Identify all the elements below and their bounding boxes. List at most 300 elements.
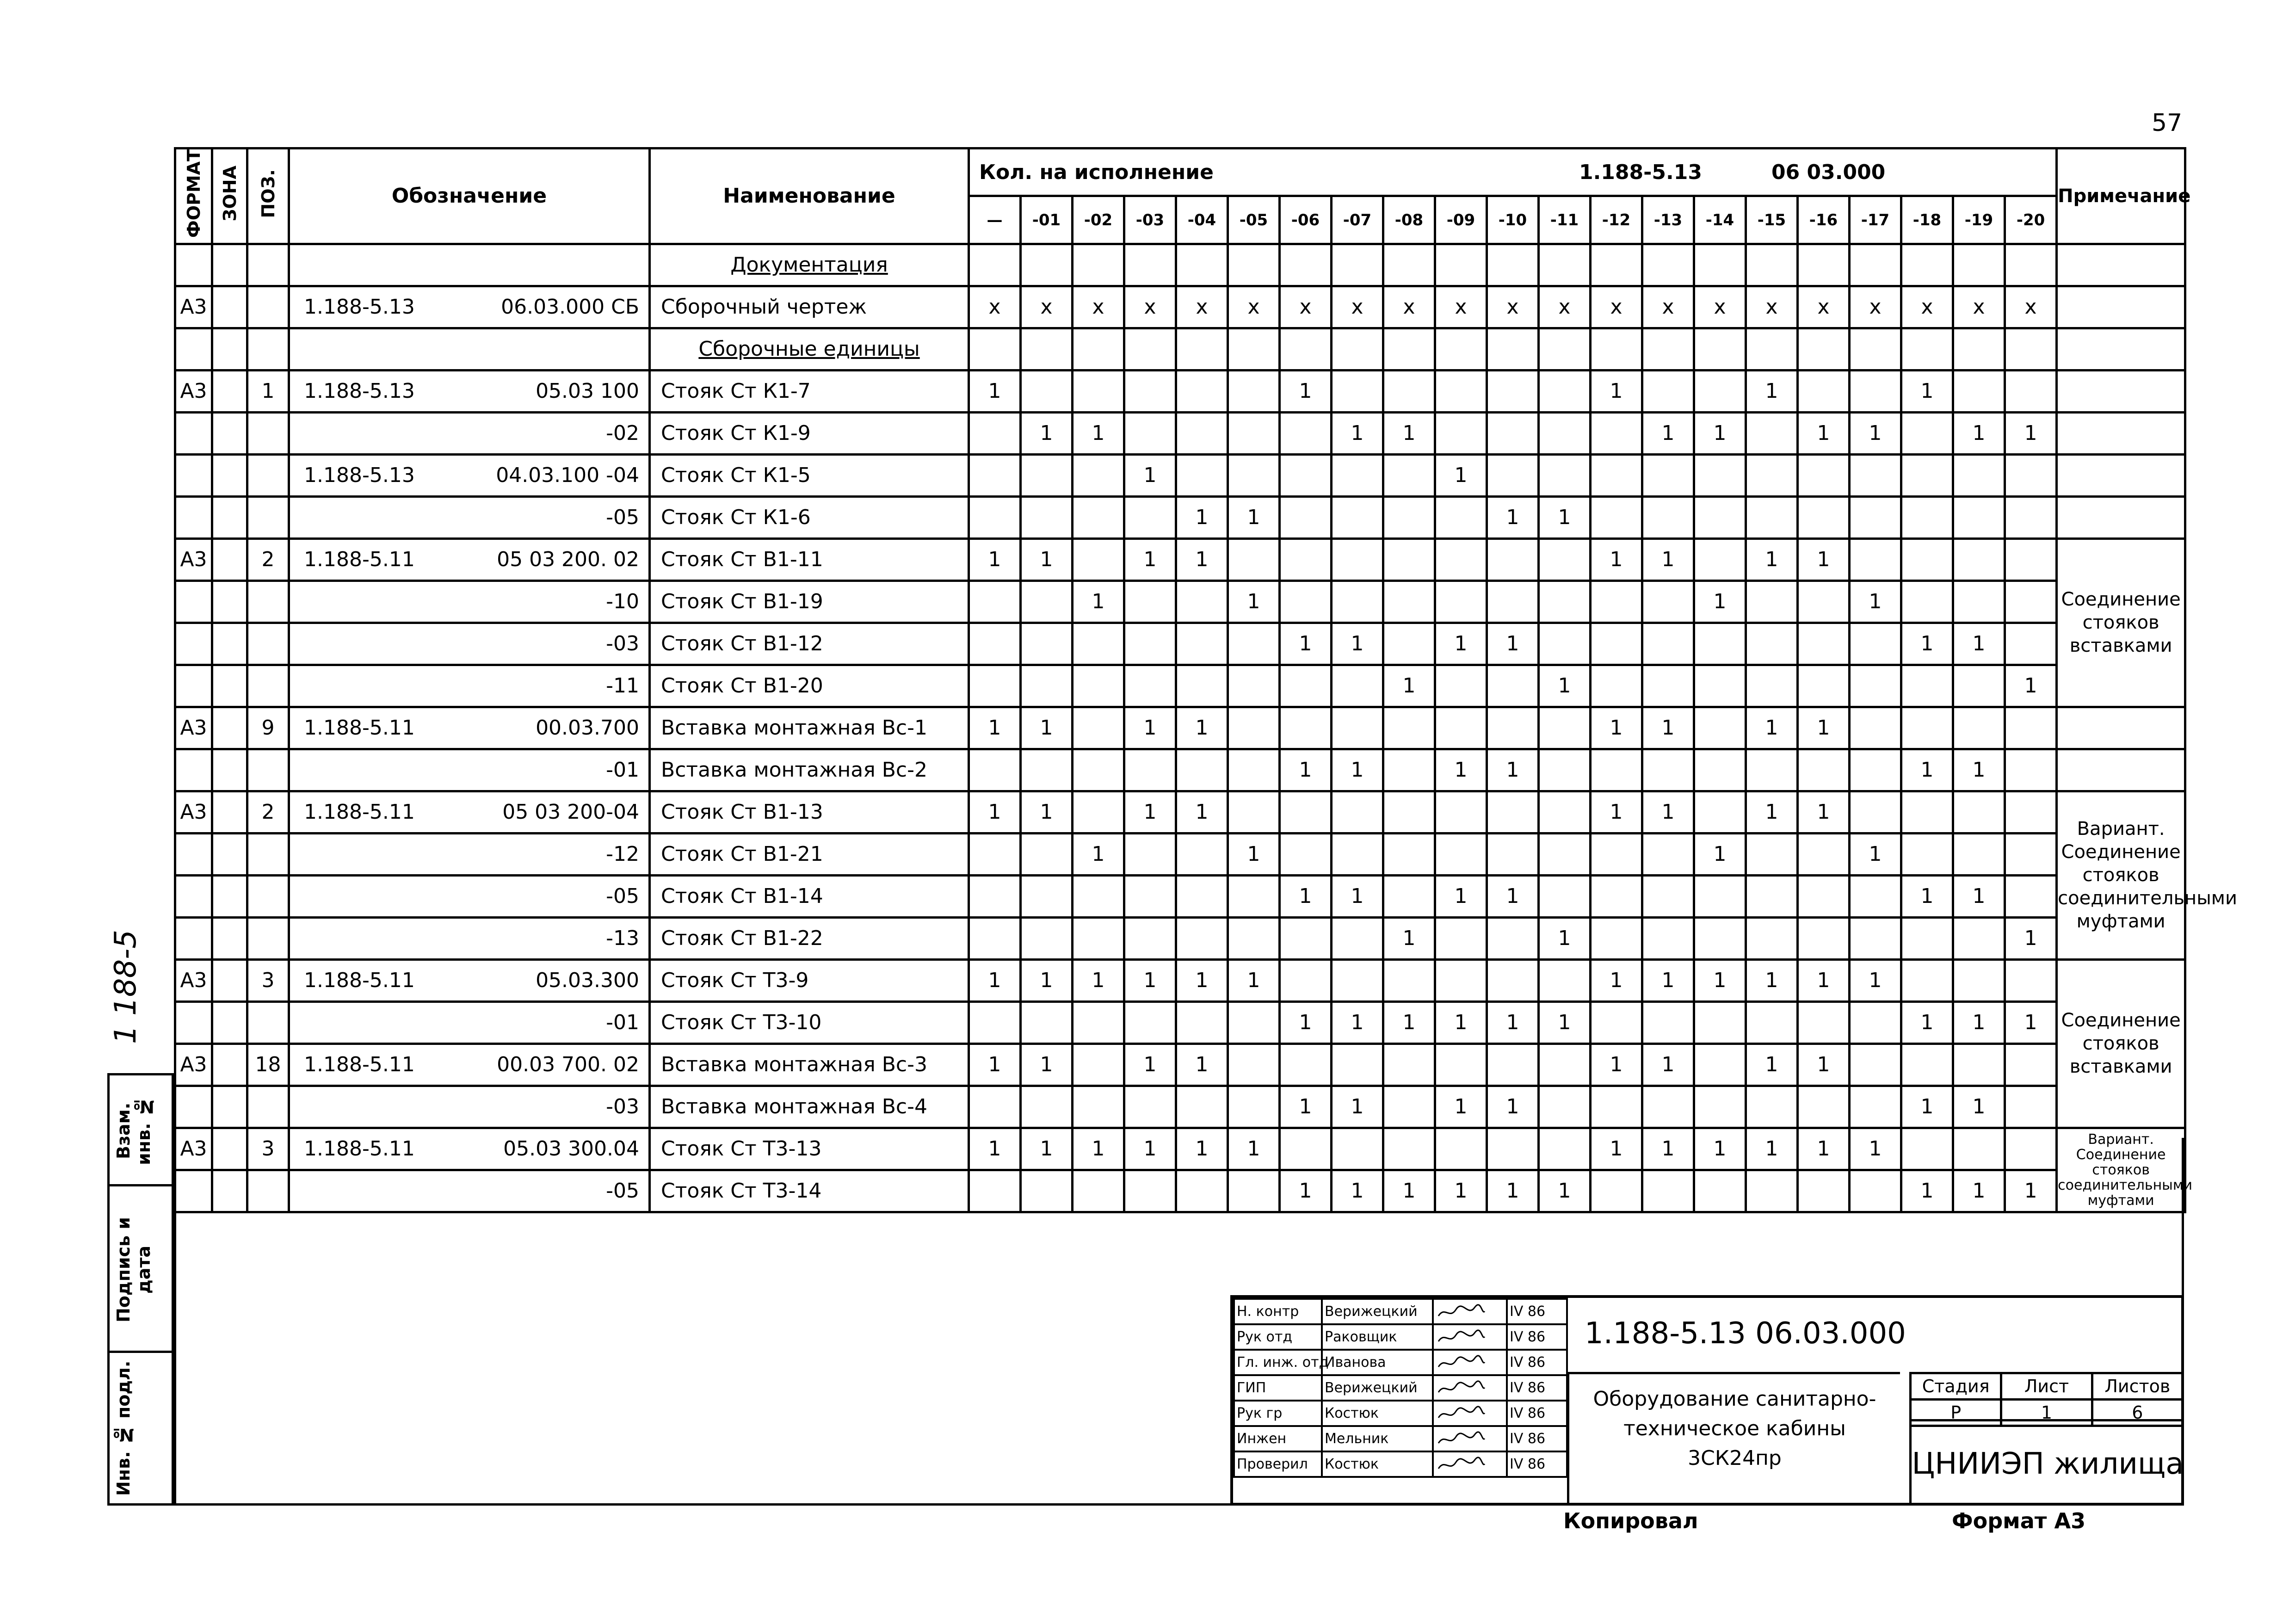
cell-pos [247, 328, 289, 370]
cell-qty: 1 [1539, 496, 1591, 538]
cell-designation [289, 707, 650, 749]
cell-format [175, 1086, 212, 1128]
signer-name: Костюк [1322, 1401, 1433, 1426]
cell-qty [1228, 244, 1280, 286]
designation-suffix: 05 03 200-04 [502, 800, 639, 824]
cell-qty [2005, 875, 2057, 917]
cell-qty [1539, 833, 1591, 875]
cell-qty [1280, 412, 1332, 454]
cell-qty [1280, 580, 1332, 623]
cell-format: А3 [175, 286, 212, 328]
cell-name: Стояк Ст В1-12 [650, 623, 969, 665]
cell-format [175, 833, 212, 875]
cell-qty: 1 [1124, 959, 1176, 1001]
cell-qty: 1 [1539, 917, 1591, 959]
cell-qty: 1 [1435, 623, 1487, 665]
cell-qty [1642, 623, 1694, 665]
cell-qty [1798, 580, 1850, 623]
cell-qty: 1 [969, 1128, 1021, 1170]
cell-qty: 1 [1642, 538, 1694, 580]
cell-qty [1850, 1086, 1901, 1128]
cell-qty: 1 [1798, 959, 1850, 1001]
cell-qty [1798, 454, 1850, 496]
cell-qty [1798, 328, 1850, 370]
cell-qty [1591, 454, 1642, 496]
cell-qty: 1 [1073, 833, 1124, 875]
cell-qty [1901, 580, 1953, 623]
cell-qty [1487, 833, 1539, 875]
strip-podpis [110, 1186, 172, 1353]
cell-qty [1953, 244, 2005, 286]
cell-designation [289, 454, 650, 496]
signer-role: Рук отд [1234, 1324, 1322, 1350]
cell-qty [1539, 370, 1591, 412]
cell-qty [2005, 791, 2057, 833]
cell-qty [1021, 623, 1073, 665]
cell-format [175, 875, 212, 917]
cell-qty [2005, 749, 2057, 791]
designation-suffix: 05.03.300 [536, 969, 639, 993]
cell-name: Стояк Ст В1-20 [650, 665, 969, 707]
cell-qty [1383, 580, 1435, 623]
cell-qty [1124, 749, 1176, 791]
cell-format: А3 [175, 1128, 212, 1170]
variant-header: -06 [1280, 196, 1332, 244]
side-code: 1 188-5 [109, 930, 143, 1044]
title-line-3: 3СК24пр [1688, 1446, 1782, 1470]
header-name: Наименование [650, 148, 969, 244]
cell-qty [1901, 1044, 1953, 1086]
designation-code: 1.188-5.13 [304, 463, 415, 488]
cell-qty [1332, 917, 1383, 959]
cell-qty: 1 [1435, 454, 1487, 496]
cell-qty [1332, 538, 1383, 580]
table-row [175, 496, 2185, 538]
table-row [175, 454, 2185, 496]
header-qty-title: Кол. на исполнение [979, 160, 1214, 184]
cell-qty [1228, 1086, 1280, 1128]
cell-qty [969, 328, 1021, 370]
variant-header: -10 [1487, 196, 1539, 244]
cell-qty [2005, 244, 2057, 286]
signature [1433, 1299, 1507, 1324]
cell-qty: 1 [1332, 1086, 1383, 1128]
table-row [175, 707, 2185, 749]
cell-qty [1539, 623, 1591, 665]
sheet-value: 1 [2001, 1400, 2092, 1426]
cell-zone [212, 1086, 247, 1128]
signature [1433, 1350, 1507, 1375]
cell-name: Стояк Ст В1-11 [650, 538, 969, 580]
cell-qty [1073, 328, 1124, 370]
cell-designation [289, 328, 650, 370]
cell-qty: 1 [1798, 412, 1850, 454]
cell-qty: 1 [1124, 1128, 1176, 1170]
cell-qty [1746, 917, 1798, 959]
cell-pos [247, 286, 289, 328]
cell-qty [1850, 1044, 1901, 1086]
variant-header: — [969, 196, 1021, 244]
table-row [175, 749, 2185, 791]
cell-qty: 1 [1176, 496, 1228, 538]
cell-note [2057, 707, 2185, 749]
cell-qty [1901, 791, 1953, 833]
header-qty [969, 148, 2057, 196]
format-label: Формат А3 [1952, 1508, 2086, 1533]
cell-qty [1176, 1001, 1228, 1044]
variant-header: -13 [1642, 196, 1694, 244]
cell-name: Стояк Ст В1-21 [650, 833, 969, 875]
cell-qty: 1 [1953, 412, 2005, 454]
cell-qty [1591, 749, 1642, 791]
cell-qty: 1 [1642, 959, 1694, 1001]
cell-qty: 1 [1021, 538, 1073, 580]
cell-qty [1383, 328, 1435, 370]
cell-designation [289, 1001, 650, 1044]
cell-qty [1383, 749, 1435, 791]
strip-inv-podl [110, 1353, 172, 1503]
designation-code: 1.188-5.11 [304, 1137, 415, 1161]
title-block [1230, 1295, 2184, 1506]
cell-name: Стояк Ст К1-9 [650, 412, 969, 454]
cell-note [2057, 328, 2185, 370]
cell-pos [247, 1086, 289, 1128]
stage-label: Стадия [1911, 1373, 2001, 1400]
variant-header: -16 [1798, 196, 1850, 244]
cell-qty [1435, 707, 1487, 749]
table-row [175, 875, 2185, 917]
signature-scribble [1436, 1405, 1487, 1422]
cell-qty [1591, 833, 1642, 875]
cell-qty [1694, 707, 1746, 749]
designation-suffix: -05 [606, 506, 639, 530]
cell-qty: x [1487, 286, 1539, 328]
header-qty-code2: 06 03.000 [1771, 160, 1886, 184]
cell-pos [247, 1001, 289, 1044]
stage-value: Р [1911, 1400, 2001, 1426]
cell-qty [1953, 454, 2005, 496]
cell-pos [247, 244, 289, 286]
table-row [175, 1001, 2185, 1044]
designation-suffix: -01 [606, 758, 639, 782]
signer-role: Инжен [1234, 1426, 1322, 1451]
signature-scribble [1436, 1354, 1487, 1371]
cell-name: Стояк Ст К1-5 [650, 454, 969, 496]
cell-qty [1176, 328, 1228, 370]
header-pos-text: ПОЗ. [258, 169, 278, 218]
cell-qty [1332, 833, 1383, 875]
variant-header: -01 [1021, 196, 1073, 244]
cell-qty [1901, 412, 1953, 454]
cell-qty [2005, 1044, 2057, 1086]
table-row [175, 412, 2185, 454]
cell-qty [1383, 959, 1435, 1001]
cell-designation [289, 1086, 650, 1128]
cell-qty: 1 [1332, 1170, 1383, 1212]
cell-pos: 18 [247, 1044, 289, 1086]
cell-qty [1073, 623, 1124, 665]
cell-qty: 1 [969, 538, 1021, 580]
signer-row [1234, 1426, 1567, 1451]
cell-format: А3 [175, 959, 212, 1001]
cell-qty: x [1435, 286, 1487, 328]
cell-qty [1591, 412, 1642, 454]
document-title [1567, 1372, 1900, 1503]
cell-name: Вставка монтажная Вс-4 [650, 1086, 969, 1128]
cell-qty [1073, 791, 1124, 833]
cell-designation [289, 370, 650, 412]
signature-scribble [1436, 1379, 1487, 1397]
cell-qty: 1 [1487, 1170, 1539, 1212]
cell-qty: 1 [1694, 833, 1746, 875]
cell-qty: x [1694, 286, 1746, 328]
cell-qty [1539, 454, 1591, 496]
cell-qty [1642, 917, 1694, 959]
cell-qty: 1 [1746, 1044, 1798, 1086]
cell-qty: 1 [1073, 1128, 1124, 1170]
signatures-table [1233, 1298, 1568, 1478]
cell-qty: 1 [1021, 412, 1073, 454]
table-row [175, 623, 2185, 665]
cell-qty: 1 [1280, 749, 1332, 791]
cell-qty: 1 [1746, 1128, 1798, 1170]
cell-qty [1953, 665, 2005, 707]
cell-zone [212, 749, 247, 791]
cell-qty [1280, 665, 1332, 707]
cell-qty [1435, 244, 1487, 286]
table-row [175, 538, 2185, 580]
strip-vzam-label: Взам. инв. № [113, 1096, 154, 1166]
cell-format: А3 [175, 1044, 212, 1086]
cell-qty: 1 [1383, 665, 1435, 707]
cell-qty [1487, 244, 1539, 286]
cell-qty [1435, 791, 1487, 833]
cell-qty: 1 [1798, 1128, 1850, 1170]
designation-code: 1.188-5.11 [304, 548, 415, 572]
variant-header: -04 [1176, 196, 1228, 244]
cell-format [175, 454, 212, 496]
cell-qty: 1 [1642, 707, 1694, 749]
cell-qty [1021, 833, 1073, 875]
cell-qty [1124, 412, 1176, 454]
cell-qty: 1 [1280, 875, 1332, 917]
cell-qty [1332, 1044, 1383, 1086]
cell-qty [1228, 370, 1280, 412]
cell-pos [247, 496, 289, 538]
cell-qty [1487, 791, 1539, 833]
cell-qty [1746, 412, 1798, 454]
cell-qty: 1 [1694, 959, 1746, 1001]
cell-qty [1435, 370, 1487, 412]
cell-qty [1383, 1044, 1435, 1086]
cell-qty [1953, 1044, 2005, 1086]
cell-qty: 1 [1176, 538, 1228, 580]
cell-qty [1694, 749, 1746, 791]
cell-designation [289, 496, 650, 538]
cell-qty: 1 [969, 707, 1021, 749]
cell-pos: 2 [247, 538, 289, 580]
cell-qty [1228, 1044, 1280, 1086]
variant-header: -20 [2005, 196, 2057, 244]
cell-qty [1332, 244, 1383, 286]
cell-qty [1953, 707, 2005, 749]
cell-designation [289, 580, 650, 623]
cell-qty [1798, 749, 1850, 791]
signer-row [1234, 1451, 1567, 1477]
cell-qty: 1 [2005, 1170, 2057, 1212]
cell-qty: 1 [1176, 1128, 1228, 1170]
cell-qty [1487, 580, 1539, 623]
cell-qty [1073, 749, 1124, 791]
cell-qty: 1 [1591, 1128, 1642, 1170]
cell-qty: 1 [1642, 1128, 1694, 1170]
cell-qty: 1 [1176, 1044, 1228, 1086]
cell-qty: 1 [1642, 1044, 1694, 1086]
cell-qty [1901, 454, 1953, 496]
cell-format: А3 [175, 370, 212, 412]
cell-qty [1487, 538, 1539, 580]
signer-row [1234, 1299, 1567, 1324]
cell-qty [1383, 791, 1435, 833]
cell-qty [1124, 370, 1176, 412]
signer-date: IV 86 [1507, 1426, 1567, 1451]
specification-table [174, 147, 2237, 1213]
cell-qty [1021, 328, 1073, 370]
cell-pos [247, 833, 289, 875]
signer-role: ГИП [1234, 1375, 1322, 1401]
cell-qty [1901, 917, 1953, 959]
cell-qty [1694, 496, 1746, 538]
cell-qty [1642, 875, 1694, 917]
cell-qty [1332, 707, 1383, 749]
cell-qty [1435, 496, 1487, 538]
cell-qty: 1 [1332, 412, 1383, 454]
signer-name: Верижецкий [1322, 1375, 1433, 1401]
cell-qty [1901, 665, 1953, 707]
cell-format [175, 580, 212, 623]
cell-qty [1073, 665, 1124, 707]
cell-qty [1176, 580, 1228, 623]
cell-qty: 1 [1591, 959, 1642, 1001]
cell-qty: 1 [1642, 791, 1694, 833]
cell-qty [1021, 875, 1073, 917]
cell-qty: 1 [1746, 791, 1798, 833]
cell-qty [969, 1086, 1021, 1128]
cell-pos: 2 [247, 791, 289, 833]
cell-qty [969, 623, 1021, 665]
cell-name: Стояк Ст Т3-9 [650, 959, 969, 1001]
cell-format [175, 665, 212, 707]
table-row [175, 917, 2185, 959]
cell-name: Вставка монтажная Вс-3 [650, 1044, 969, 1086]
cell-pos [247, 917, 289, 959]
cell-qty [1901, 959, 1953, 1001]
cell-qty: 1 [1021, 1128, 1073, 1170]
designation-suffix: 06.03.000 СБ [501, 295, 639, 319]
cell-qty: 1 [1901, 370, 1953, 412]
cell-qty [1228, 1001, 1280, 1044]
cell-qty [1332, 370, 1383, 412]
cell-qty [1642, 244, 1694, 286]
sheets-value: 6 [2092, 1400, 2183, 1426]
cell-qty: 1 [1591, 538, 1642, 580]
cell-qty: 1 [1280, 1001, 1332, 1044]
cell-qty [1642, 749, 1694, 791]
cell-designation [289, 244, 650, 286]
header-note: Примечание [2057, 148, 2185, 244]
cell-qty: 1 [1228, 496, 1280, 538]
organization-name: ЦНИИЭП жилища [1909, 1419, 2184, 1505]
cell-qty [1539, 412, 1591, 454]
cell-qty [1073, 538, 1124, 580]
cell-qty [1694, 1086, 1746, 1128]
cell-qty [1694, 328, 1746, 370]
cell-zone [212, 454, 247, 496]
cell-qty: 1 [1694, 412, 1746, 454]
designation-suffix: 05.03 300.04 [503, 1137, 639, 1161]
cell-qty [1591, 1001, 1642, 1044]
cell-qty: 1 [1953, 1170, 2005, 1212]
cell-qty [1124, 833, 1176, 875]
cell-qty [1176, 370, 1228, 412]
cell-zone [212, 328, 247, 370]
header-zone [212, 148, 247, 244]
cell-designation [289, 833, 650, 875]
cell-qty [1021, 1086, 1073, 1128]
cell-qty [1798, 623, 1850, 665]
cell-name: Стояк Ст Т3-14 [650, 1170, 969, 1212]
cell-designation [289, 286, 650, 328]
cell-qty [1953, 959, 2005, 1001]
signer-role: Гл. инж. отд [1234, 1350, 1322, 1375]
cell-qty: 1 [969, 1044, 1021, 1086]
designation-code: 1.188-5.11 [304, 969, 415, 993]
cell-designation [289, 959, 650, 1001]
signer-date: IV 86 [1507, 1375, 1567, 1401]
cell-pos [247, 623, 289, 665]
signer-role: Рук гр [1234, 1401, 1322, 1426]
table-row [175, 244, 2185, 286]
cell-qty [1901, 496, 1953, 538]
cell-zone [212, 707, 247, 749]
cell-qty [1953, 496, 2005, 538]
cell-qty: 1 [1850, 1128, 1901, 1170]
cell-qty [969, 454, 1021, 496]
cell-qty: 1 [1228, 959, 1280, 1001]
cell-qty [1124, 244, 1176, 286]
cell-name: Вставка монтажная Вс-2 [650, 749, 969, 791]
cell-qty: 1 [1953, 1086, 2005, 1128]
cell-qty [1591, 580, 1642, 623]
cell-qty [1798, 917, 1850, 959]
cell-qty [1124, 1001, 1176, 1044]
cell-qty [969, 749, 1021, 791]
cell-qty: 1 [1746, 959, 1798, 1001]
cell-qty [1280, 328, 1332, 370]
cell-qty: 1 [1591, 1044, 1642, 1086]
variant-header: -19 [1953, 196, 2005, 244]
cell-qty [1694, 370, 1746, 412]
signer-date: IV 86 [1507, 1299, 1567, 1324]
cell-qty [1850, 328, 1901, 370]
cell-qty [1332, 791, 1383, 833]
table-row [175, 791, 2185, 833]
cell-qty [1073, 244, 1124, 286]
cell-qty: 1 [2005, 412, 2057, 454]
cell-qty: 1 [1953, 875, 2005, 917]
designation-suffix: -11 [606, 674, 639, 698]
cell-note [2057, 496, 2185, 538]
